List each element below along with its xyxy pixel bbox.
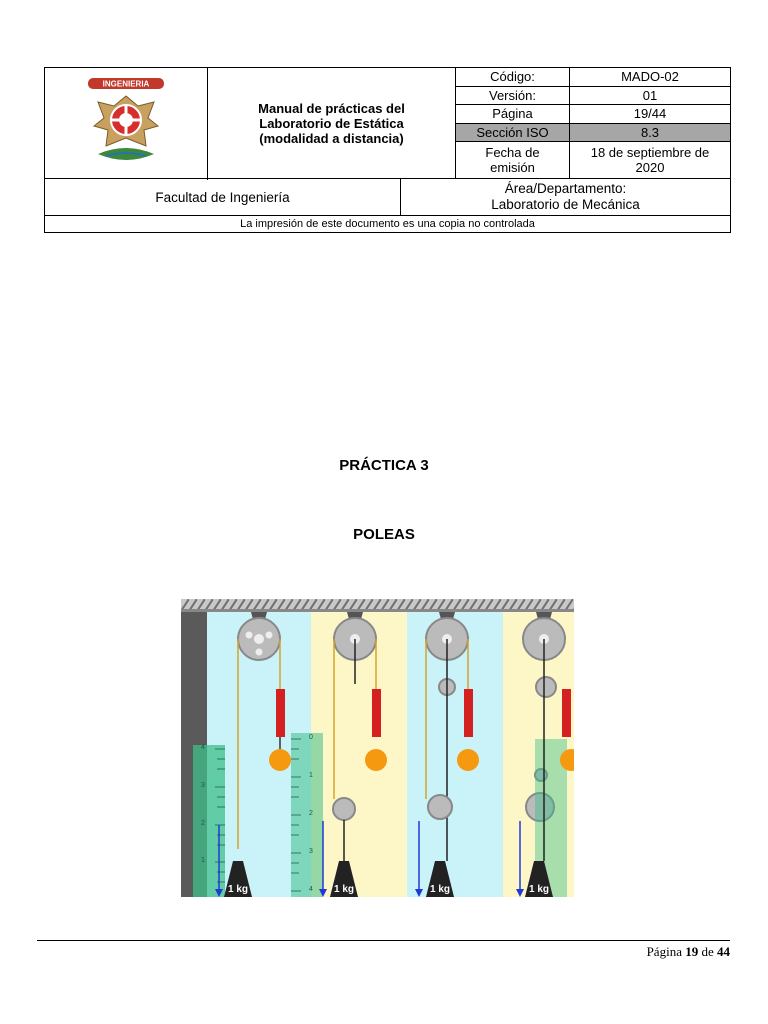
svg-text:INGENIERIA: INGENIERIA (102, 79, 150, 88)
field-value-codigo: MADO-02 (570, 68, 731, 87)
ruler-left (193, 745, 225, 897)
header-table-lower (44, 179, 731, 233)
practice-topic: POLEAS (353, 526, 415, 543)
svg-text:1: 1 (201, 857, 205, 864)
field-label-codigo: Código: (456, 68, 570, 87)
svg-text:3: 3 (201, 782, 205, 789)
manual-title: Manual de prácticas del Laboratorio de Estática (modalidad a distancia) (208, 68, 456, 179)
svg-text:3: 3 (309, 848, 313, 855)
page-footer: Página 19 de 44 (646, 944, 730, 959)
svg-text:1 kg: 1 kg (227, 884, 249, 895)
footer-divider (37, 940, 730, 941)
logo-cell (45, 68, 208, 179)
svg-text:1: 1 (309, 772, 313, 779)
svg-text:1 kg: 1 kg (429, 884, 451, 895)
faculty-name: Facultad de Ingeniería (45, 179, 401, 216)
svg-text:4: 4 (201, 744, 205, 751)
field-label-fecha: Fecha de emisión (456, 142, 570, 179)
practice-number: PRÁCTICA 3 (339, 457, 429, 474)
svg-text:2: 2 (309, 810, 313, 817)
svg-text:1 kg: 1 kg (528, 884, 550, 895)
field-value-fecha: 18 de septiembre de 2020 (570, 142, 731, 179)
copy-notice: La impresión de este documento es una copia no controlada (45, 216, 731, 233)
unam-engineering-logo (84, 76, 168, 168)
field-label-version: Versión: (456, 86, 570, 105)
current-page-number: 19 (685, 944, 699, 959)
svg-text:1 kg: 1 kg (333, 884, 355, 895)
total-pages: 44 (717, 944, 730, 959)
svg-text:4: 4 (309, 886, 313, 893)
field-value-pagina: 19/44 (570, 105, 731, 124)
field-value-version: 01 (570, 86, 731, 105)
document-header (44, 67, 730, 234)
svg-text:0: 0 (309, 734, 313, 741)
svg-text:2: 2 (201, 820, 205, 827)
area-department: Área/Departamento: Laboratorio de Mecánica (401, 179, 731, 216)
header-table (44, 67, 731, 179)
field-value-seccion-iso: 8.3 (570, 123, 731, 142)
field-label-pagina: Página (456, 105, 570, 124)
pulley-systems-figure (181, 599, 574, 897)
field-label-seccion-iso: Sección ISO (456, 123, 570, 142)
pulley-illustration (181, 599, 574, 897)
